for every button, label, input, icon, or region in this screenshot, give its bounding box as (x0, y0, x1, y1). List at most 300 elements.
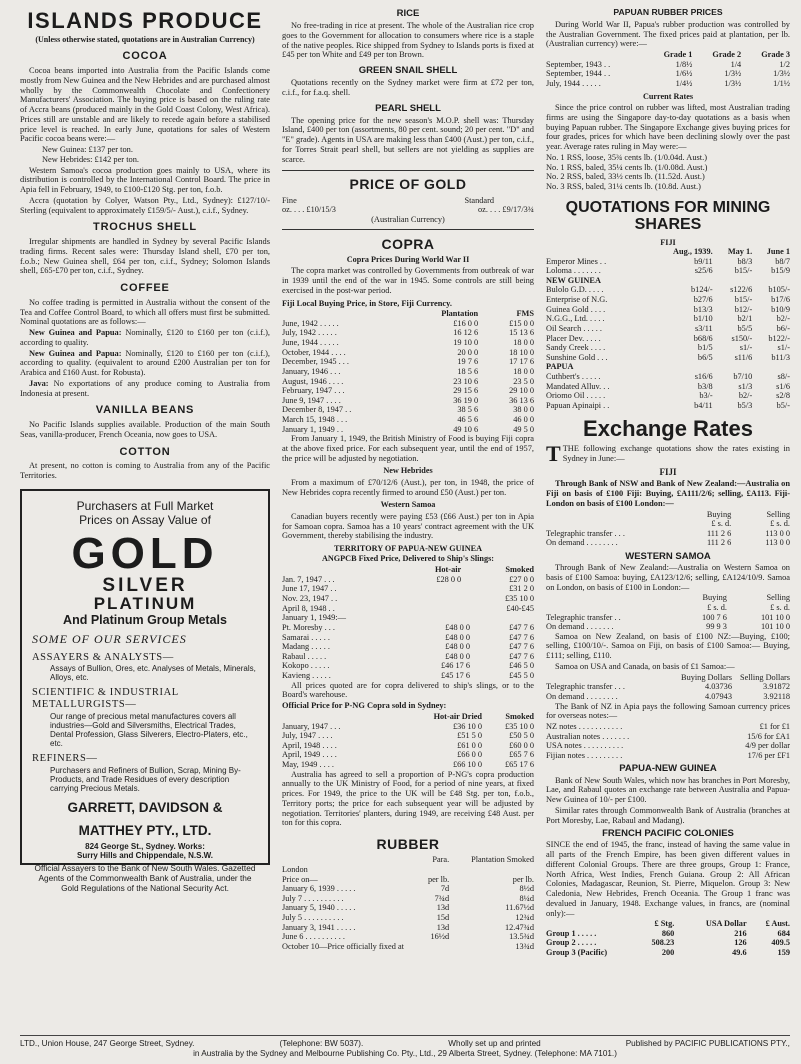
coffee-java-label: Java: (29, 378, 49, 388)
fiji-copra-label: December, 1945 . . . (282, 357, 349, 367)
gold-fine-label: Fine (282, 195, 297, 205)
ex-ws-notes-label: Australian notes . . . . . . . (546, 731, 630, 741)
ad-metallurgists-heading: SCIENTIFIC & INDUSTRIAL METALLURGISTS— (32, 687, 179, 711)
footer-row-1 (20, 1039, 790, 1049)
ex-ws-usa-value: 3.92118 (763, 691, 790, 701)
mining-value: b11/3 (771, 352, 790, 362)
ex-fpc-value: 508.23 (651, 938, 675, 948)
coffee-ng2-text: Nominally, £120 to £160 per ton (c.i.f.), according to quality. (equivalent to around £200 Australian per ton for Arabica and £160 Aust. for Robusta). (20, 348, 270, 378)
mining-value: b3/8 (697, 381, 713, 391)
ad-silver: SILVER (102, 574, 188, 596)
ex-fiji-label: Telegraphic transfer . . . (546, 528, 625, 538)
gold-currency: (Australian Currency) (371, 214, 445, 224)
mining-value: b6/5 (697, 352, 713, 362)
fiji-copra-label: July, 1942 . . . . . (282, 328, 337, 338)
page-title: ISLANDS PRODUCE (27, 8, 263, 33)
mining-fiji-heading: FIJI (660, 237, 676, 247)
snail-paragraph: Quotations recently on the Sydney market were firm at £72 per ton, c.i.f., for f.a.q. shell. (282, 78, 534, 97)
mining-label (546, 247, 648, 257)
mining-value (648, 362, 712, 372)
fiji-copra-value: 19 7 6 (457, 357, 479, 367)
sydney-copra-row (282, 712, 534, 722)
ex-ws-paragraph-2: Samoa on New Zealand, on basis of £100 NZ:—Buying, £100; selling, £100/10/-. Samoa on Fiji, on basis of £100 Samoa:— Buying, £111; selling, £110. (546, 631, 790, 661)
ex-fpc-heading: FRENCH PACIFIC COLONIES (602, 828, 734, 840)
tpng2-row (282, 652, 534, 662)
fiji-copra-value: 18 0 0 (513, 366, 534, 376)
sydney-copra-value: Smoked (505, 711, 534, 721)
current-rates-list (546, 153, 790, 192)
mining-value: b1/10 (693, 314, 713, 324)
ex-ws-notes-value: 4/9 per dollar (745, 741, 790, 751)
sydney-copra-value: £65 17 6 (504, 759, 534, 769)
mining-value: s11/6 (734, 352, 753, 362)
tpng2-row (282, 661, 534, 671)
tpng2-value: £47 7 6 (509, 623, 534, 633)
fiji-copra-label (282, 309, 395, 319)
tpng-subheading: ANGPCB Fixed Price, Delivered to Ship's Slings: (321, 553, 494, 563)
papuan-rubber-value: 1/3½ (773, 69, 790, 79)
current-rate-item: No. 2 RSS, baled, 33½ cents lb. (11.52d. Aust.) (546, 172, 705, 182)
mining-value: b13/3 (693, 304, 713, 314)
tpng2-label: Madang . . . . . (282, 642, 330, 652)
papuan-rubber-value: Grade 1 (663, 50, 693, 60)
ad-platinum-group: And Platinum Group Metals (63, 613, 227, 628)
mining-value: b124/- (691, 285, 713, 295)
mining-label: Loloma . . . . . . . (546, 266, 601, 276)
copra-uk-paragraph: Australia has agreed to sell a proportion of P-NG's copra production annually to the UK Ministry of Food, for a period of nine years, at fixed prices. For 1949, the price to the UK will be £48 Stg. per ton, f.o.b., Territory ports; the price for each subsequent year will be adjusted by negotiation. Territories' planters, during 1949, are receiving £48 Aust. per ton for this copra. (282, 769, 534, 828)
ws-heading: Western Samoa (380, 500, 436, 510)
fiji-copra-label: December 8, 1947 . . (282, 405, 352, 415)
ex-png-heading: PAPUA-NEW GUINEA (619, 763, 717, 775)
rubber-value: 8¼d (519, 893, 534, 903)
fiji-copra-row (282, 319, 534, 329)
mining-value: b9/11 (694, 256, 713, 266)
mining-value: b12/- (734, 304, 753, 314)
mining-value: b5/- (776, 400, 790, 410)
tpng-row (282, 565, 534, 575)
ex-ws-label (546, 593, 673, 603)
ex-ws-row (546, 593, 790, 603)
sydney-copra-value: £65 7 6 (509, 750, 534, 760)
sydney-copra-label: April, 1948 . . . . (282, 740, 337, 750)
fiji-copra-label: June, 1942 . . . . . (282, 318, 339, 328)
footer-row-2: in Australia by the Sydney and Melbourne Publishing Co. Pty., Ltd., 29 Alberta Street, Sydney. (Telephone: MA 7101.) (193, 1048, 617, 1058)
fiji-copra-value: 46 5 6 (457, 414, 479, 424)
ex-fiji-value: 113 0 0 (765, 528, 790, 538)
fiji-copra-label: June, 1944 . . . . . (282, 338, 339, 348)
ex-ws-usa-value: 4.03736 (705, 682, 732, 692)
mining-label: Placer Dev. . . . . (546, 333, 601, 343)
ex-fpc-value: 159 (777, 948, 790, 958)
ex-fpc-value: 216 (734, 928, 747, 938)
tpng2-value: £47 7 6 (509, 642, 534, 652)
ex-ws-usa-value: Selling Dollars (739, 672, 790, 682)
tpng-label (282, 565, 395, 575)
rubber-value: 13d (436, 922, 450, 932)
pearl-heading: PEARL SHELL (375, 102, 441, 114)
tpng-value: £31 2 0 (509, 584, 534, 594)
fiji-copra-label: January, 1946 . . . (282, 366, 341, 376)
rubber-value (449, 865, 534, 875)
fiji-copra-value: Plantation (441, 309, 479, 319)
fiji-copra-row (282, 425, 534, 435)
mining-value: s150/- (731, 333, 753, 343)
fiji-copra-value: 49 10 6 (453, 424, 479, 434)
mining-value: s2/8 (776, 391, 790, 401)
fiji-copra-label: March 15, 1948 . . . (282, 414, 348, 424)
ex-ws-usa-label (546, 673, 673, 683)
mining-row (546, 314, 790, 324)
mining-row (546, 305, 790, 315)
fiji-copra-value: 15 13 6 (509, 328, 534, 338)
gold-price-box (282, 170, 534, 229)
tpng-row (282, 584, 534, 594)
papuan-rubber-label: September, 1944 . . (546, 69, 611, 79)
rubber-label: July 7 . . . . . . . . . . (282, 893, 344, 903)
papuan-rubber-label: July, 1944 . . . . . (546, 79, 601, 89)
rubber-value: 13¾d (515, 941, 534, 951)
mining-label: Enterprise of N.G. (546, 295, 608, 305)
ex-png-paragraph: Bank of New South Wales, which now has branches in Port Moresby, Lae, and Rabaul quotes an exchange rate between Australia and Papua-New Guinea of 10/- per £100. (546, 775, 790, 804)
ex-fiji-heading: FIJI (659, 466, 677, 477)
mining-heading: QUOTATIONS FOR MINING SHARES (565, 198, 771, 233)
coffee-paragraph: No coffee trading is permitted in Australia without the consent of the Tea and Coffee Control Board, to which all offers must first be submitted. Nominal quotations are as follows:— (20, 297, 270, 327)
tpng2-value: £48 0 0 (445, 642, 471, 652)
sydney-copra-label: April, 1949 . . . . (282, 750, 337, 760)
papuan-rubber-value: 1/6½ (675, 69, 693, 79)
papuan-rubber-heading: PAPUAN RUBBER PRICES (613, 8, 723, 17)
ex-ws-usa-value: Buying Dollars (681, 672, 732, 682)
ex-ws-paragraph-3: Samoa on USA and Canada, on basis of £1 Samoa:— (555, 661, 735, 671)
ex-fiji-value: 111 2 6 (706, 528, 732, 538)
mining-value: b122/- (768, 333, 790, 343)
mining-table (546, 247, 790, 410)
rubber-row (282, 923, 534, 933)
mining-value: b17/6 (771, 295, 790, 305)
ex-fpc-row (546, 948, 790, 958)
tpng-label: April 8, 1948 . . (282, 603, 335, 613)
papuan-rubber-value: 1/2 (779, 59, 790, 69)
rubber-value (421, 942, 450, 952)
ex-ws-value: Selling (766, 593, 790, 603)
fiji-copra-value: 20 0 0 (457, 347, 479, 357)
mining-row (546, 401, 790, 411)
mining-value: s1/- (739, 343, 753, 353)
rubber-label: October 10—Price officially fixed at (282, 941, 404, 951)
ex-ws-value: 101 10 0 (760, 612, 790, 622)
fiji-copra-label: October, 1944 . . . . (282, 347, 346, 357)
tpng-value (395, 604, 461, 614)
sydney-copra-label (282, 712, 395, 722)
mining-row (546, 382, 790, 392)
mining-label: Guinea Gold . . . . (546, 304, 606, 314)
sydney-copra-label: January, 1947 . . . (282, 721, 341, 731)
ex-fpc-table (546, 919, 790, 957)
footer-publisher: Published by PACIFIC PUBLICATIONS PTY., (625, 1039, 790, 1048)
vanilla-heading: VANILLA BEANS (95, 404, 195, 417)
mining-value: b7/10 (733, 371, 753, 381)
papuan-rubber-row (546, 60, 790, 70)
fiji-copra-row (282, 357, 534, 367)
ex-fiji-label: On demand . . . . . . . . (546, 538, 618, 548)
pearl-paragraph: The opening price for the new season's M.O.P. shell was: Thursday Island, £400 per ton (assortments, 80 per cent. sound; 20 per cent. "D" and "E" grade). Agents in USA are making less than £400 (Aust.) per ton, c.i.f., for Torres Strait pearl shell, but sellers are not yielding as supplies are scarce. (282, 115, 534, 164)
fiji-copra-value: £15 0 0 (509, 318, 534, 328)
rubber-value: 7¾d (434, 893, 450, 903)
ex-ws-notes-value: £1 for £1 (759, 722, 790, 732)
mining-value: b68/6 (693, 333, 713, 343)
gold-values (282, 205, 534, 215)
rubber-value: 8½d (519, 884, 534, 894)
rubber-value: 7d (440, 884, 450, 894)
sydney-copra-row (282, 750, 534, 760)
current-rate-item: No. 1 RSS, baled, 35¼ cents lb. (1/0.08d. Aust.) (546, 162, 708, 172)
tpng2-row (282, 642, 534, 652)
tpng2-value: £47 7 6 (509, 632, 534, 642)
gold-advertisement (20, 489, 270, 894)
rubber-value: 13d (436, 903, 450, 913)
ex-ws-notes-row (546, 741, 790, 751)
snail-heading: GREEN SNAIL SHELL (358, 65, 458, 77)
currency-note: (Unless otherwise stated, quotations are in Australian Currency) (35, 35, 255, 44)
mining-value (648, 276, 712, 286)
tpng-value: £40-£45 (506, 603, 534, 613)
rubber-label: January 6, 1939 . . . . . (282, 884, 356, 894)
tpng-heading: TERRITORY OF PAPUA-NEW GUINEA (333, 544, 483, 554)
rubber-value: 12¾d (515, 912, 534, 922)
cocoa-heading: COCOA (122, 50, 168, 63)
tpng-value (395, 584, 461, 594)
ex-ws-value: £ s. d. (770, 602, 790, 612)
ex-ws-usa-value: 4.07943 (705, 691, 732, 701)
rubber-row (282, 903, 534, 913)
ex-ws-value: 101 10 0 (760, 622, 790, 632)
sydney-copra-value: £36 10 0 (453, 721, 483, 731)
fiji-copra-value: 38 5 6 (457, 405, 479, 415)
tpng2-label: Kokopo . . . . . (282, 661, 330, 671)
tpng2-label: Samarai . . . . . (282, 632, 330, 642)
tpng-row (282, 604, 534, 614)
footer-left: LTD., Union House, 247 George Street, Sydney. (20, 1039, 195, 1048)
ad-refiners-desc: Purchasers and Refiners of Bullion, Scrap, Mining By-Products, and Trade Residues of every description carrying Precious Metals. (50, 765, 241, 793)
mining-row (546, 324, 790, 334)
ad-official: Official Assayers to the Bank of New South Wales. Gazetted Agents of the Commonwealth Bank of Australia, under the Gold Regulations of the National Security Act. (34, 863, 256, 894)
fiji-copra-row (282, 338, 534, 348)
coffee-heading: COFFEE (120, 282, 170, 295)
rubber-heading: RUBBER (376, 836, 440, 853)
tpng-row (282, 594, 534, 604)
rubber-label: June 6 . . . . . . . . . . (282, 932, 345, 942)
ex-ws-value: 100 7 6 (702, 612, 727, 622)
ex-ws-paragraph: Through Bank of New Zealand:—Australia on Western Samoa on basis of £100 Samoa: buying, £A123/12/6; selling, £A124/10/9. Samoa on London, on basis of £100 in London:— (546, 563, 790, 592)
fiji-copra-value: 29 10 0 (509, 386, 534, 396)
footer-printed: Wholly set up and printed (448, 1039, 541, 1048)
fiji-copra-value: 46 0 0 (513, 414, 534, 424)
mining-row (546, 353, 790, 363)
fiji-copra-value: 18 0 0 (513, 338, 534, 348)
rubber-row (282, 884, 534, 894)
fiji-copra-value: 18 10 0 (509, 347, 534, 357)
papuan-rubber-paragraph: During World War II, Papua's rubber production was controlled by the Australian Government. The fixed prices paid at plantation, per lb. (Australian currency) were:— (546, 19, 790, 49)
mining-value: b8/3 (737, 256, 753, 266)
papuan-rubber-row (546, 50, 790, 60)
mining-row (546, 276, 790, 286)
mining-row (546, 334, 790, 344)
coffee-java (20, 379, 270, 399)
ex-ws-notes-row (546, 751, 790, 761)
tpng-value: £35 10 0 (504, 594, 534, 604)
mining-label: Emperor Mines . . (546, 256, 607, 266)
papuan-rubber-table (546, 50, 790, 88)
rice-paragraph: No free-trading in rice at present. The whole of the Australian rice crop goes to the Government for allocation to consumers where rice is a staple of the native peoples. Rice shipped from Sydney to Islands ports is fixed at £45 per ton White and £49 per ton Brown. (282, 21, 534, 60)
fiji-copra-value: £16 0 0 (453, 318, 479, 328)
current-rate-item: No. 1 RSS, loose, 35¾ cents lb. (1/0.04d. Aust.) (546, 152, 707, 162)
ex-ws-notes-label: USA notes . . . . . . . . . . (546, 741, 624, 751)
fiji-copra-value: 19 10 0 (453, 338, 479, 348)
ex-fiji-paragraph: Through Bank of NSW and Bank of New Zealand:—Australia on Fiji on basis of £100 Fiji: Buying, £A111/2/6; selling, £A113. Fiji-London on basis of £100 London:— (546, 479, 790, 508)
sydney-copra-value: £51 5 0 (457, 731, 483, 741)
mining-row (546, 285, 790, 295)
mining-value: b15/- (734, 266, 753, 276)
mining-value: b4/11 (694, 400, 713, 410)
mining-value: b8/7 (775, 256, 790, 266)
rubber-row (282, 942, 534, 952)
vanilla-paragraph: No Pacific Islands supplies available. Production of the main South Seas, vanilla-producer, French Oceania, now goes to USA. (20, 420, 270, 439)
rubber-value: 11.67½d (505, 903, 534, 913)
rubber-row (282, 913, 534, 923)
fiji-copra-value: 16 12 6 (453, 328, 479, 338)
rubber-value: 13.5¾d (509, 932, 534, 942)
tpng2-row (282, 633, 534, 643)
papuan-rubber-label: September, 1943 . . (546, 59, 611, 69)
mining-value: b5/5 (737, 323, 753, 333)
ex-fpc-value: 49.6 (732, 948, 747, 958)
mining-row (546, 362, 790, 372)
sydney-copra-row (282, 741, 534, 751)
fiji-copra-value: 29 15 6 (453, 386, 479, 396)
sydney-copra-value: £50 5 0 (509, 731, 534, 741)
papuan-rubber-value: 1/3½ (724, 79, 742, 89)
sydney-copra-value: £35 10 0 (504, 721, 534, 731)
rubber-value: 16½d (430, 932, 450, 942)
ex-ws-usa-row (546, 673, 790, 683)
rubber-value: 15d (436, 912, 450, 922)
rubber-row (282, 894, 534, 904)
ex-ws-usa-label: On demand . . . . . . . . (546, 691, 618, 701)
ex-ws-notes-label: NZ notes . . . . . . . . . . . (546, 722, 623, 732)
mining-row (546, 391, 790, 401)
papuan-rubber-value: 1/3½ (724, 69, 742, 79)
mining-value: b10/9 (771, 304, 790, 314)
tpng2-value: £46 17 6 (440, 661, 471, 671)
trochus-heading: TROCHUS SHELL (93, 221, 197, 234)
ex-fpc-value: 409.5 (771, 938, 790, 948)
mining-row (546, 343, 790, 353)
ex-fiji-label (546, 519, 673, 529)
ex-ws-notes-value: 17/6 per £F1 (747, 750, 790, 760)
fiji-copra-row (282, 377, 534, 387)
ex-fiji-value: £ s. d. (770, 519, 790, 529)
fiji-copra-value: 36 13 6 (509, 395, 534, 405)
mining-value: b1/5 (697, 343, 713, 353)
ad-metallurgists-desc: Our range of precious metal manufactures covers all industries—Gold and Silversmiths, Electrical Trades, Dental Profession, Glass Silverers, Electro-Platers, etc., etc. (50, 711, 248, 749)
mining-value: Aug., 1939. (673, 247, 713, 257)
mining-value (713, 276, 753, 286)
ex-ws-usa-value: 3.91872 (763, 682, 790, 692)
ex-ws-value: £ s. d. (707, 602, 727, 612)
fiji-copra-label: February, 1947 . . . (282, 386, 345, 396)
sydney-copra-value: Hot-air Dried (433, 711, 483, 721)
ex-ws-usa-row (546, 682, 790, 692)
ex-ws-value: Buying (702, 593, 727, 603)
ex-ws-row (546, 603, 790, 613)
fiji-copra-value: 17 17 6 (509, 357, 534, 367)
ex-ws-row (546, 613, 790, 623)
fiji-copra-row (282, 367, 534, 377)
mining-row (546, 257, 790, 267)
ex-fpc-paragraph: SINCE the end of 1945, the franc, instead of having the same value in all parts of the French Empire, has been given different values in different Colonial Groups. There are three groups, Group 1: France, North Africa, West Indies, French Guiana. Group 2: All African Colonies, Madagascar, Reunion, St. Pierre, Miquelon. Group 3: New Caledonia, New Hebrides, French Oceania. The Group 1 franc was devalued in January, 1948. Exchange values, in francs, are (nominal only):— (546, 840, 790, 918)
ex-ws-heading: WESTERN SAMOA (625, 551, 711, 563)
sydney-copra-heading: Official Price for P-NG Copra sold in Sydney: (282, 701, 447, 711)
fiji-copra-value: 38 0 0 (513, 405, 534, 415)
tpng2-value: £45 17 6 (440, 671, 471, 681)
mining-value: b5/3 (737, 400, 753, 410)
ad-firm-name-2: MATTHEY PTY., LTD. (78, 822, 212, 838)
ad-line2: Prices on Assay Value of (79, 513, 211, 528)
fiji-copra-row (282, 405, 534, 415)
ex-ws-notes-table (546, 722, 790, 760)
ex-ws-usa-table (546, 673, 790, 702)
ex-fpc-value: £ Aust. (765, 919, 790, 929)
nh-paragraph: From a maximum of £70/12/6 (Aust.), per ton, in 1948, the price of New Hebrides copra recently firmed to around £50 (Aust.) per ton. (282, 477, 534, 497)
fiji-copra-value: 18 5 6 (457, 366, 479, 376)
fiji-copra-row (282, 348, 534, 358)
rubber-label: January 3, 1941 . . . . . (282, 922, 356, 932)
mining-value: s25/6 (694, 266, 713, 276)
mining-row (546, 247, 790, 257)
gold-labels (282, 196, 534, 206)
coffee-ng2-label: New Guinea and Papua: (29, 348, 122, 358)
tpng2-label: Kavieng . . . . . (282, 671, 331, 681)
mining-value: s122/6 (730, 285, 753, 295)
mining-row (546, 266, 790, 276)
rubber-table (282, 855, 534, 951)
mining-label: Oil Search . . . . . (546, 323, 602, 333)
rubber-label: Price on— (282, 874, 318, 884)
coffee-ng-label: New Guinea and Papua: (29, 328, 122, 338)
ad-services-heading: SOME OF OUR SERVICES (32, 631, 187, 646)
papuan-rubber-value: Grade 2 (712, 50, 742, 60)
sydney-copra-value: £60 0 0 (509, 740, 534, 750)
coffee-ng-text: Nominally, £120 to £160 per ton (c.i.f.), according to quality. (20, 328, 270, 347)
tpng-value: £28 0 0 (436, 574, 462, 584)
mining-label: Papuan Apinaipi . . (546, 400, 610, 410)
column-2 (282, 8, 534, 1008)
column-3 (546, 8, 790, 1008)
mining-value: s1/- (777, 343, 790, 353)
sydney-copra-label: May, 1949 . . . . (282, 759, 335, 769)
ex-fpc-value: 860 (661, 928, 675, 938)
sydney-copra-row (282, 731, 534, 741)
fiji-copra-label: August, 1946 . . . . (282, 376, 344, 386)
ad-assayers-desc: Assays of Bullion, Ores, etc. Analyses of Metals, Minerals, Alloys, etc. (50, 663, 256, 683)
fiji-copra-table (282, 309, 534, 434)
sydney-copra-row (282, 722, 534, 732)
rubber-label (282, 855, 421, 865)
gold-heading: PRICE OF GOLD (349, 176, 467, 193)
fiji-copra-value: 23 10 6 (453, 376, 479, 386)
mining-value: b15/- (734, 295, 753, 305)
fiji-copra-row (282, 415, 534, 425)
